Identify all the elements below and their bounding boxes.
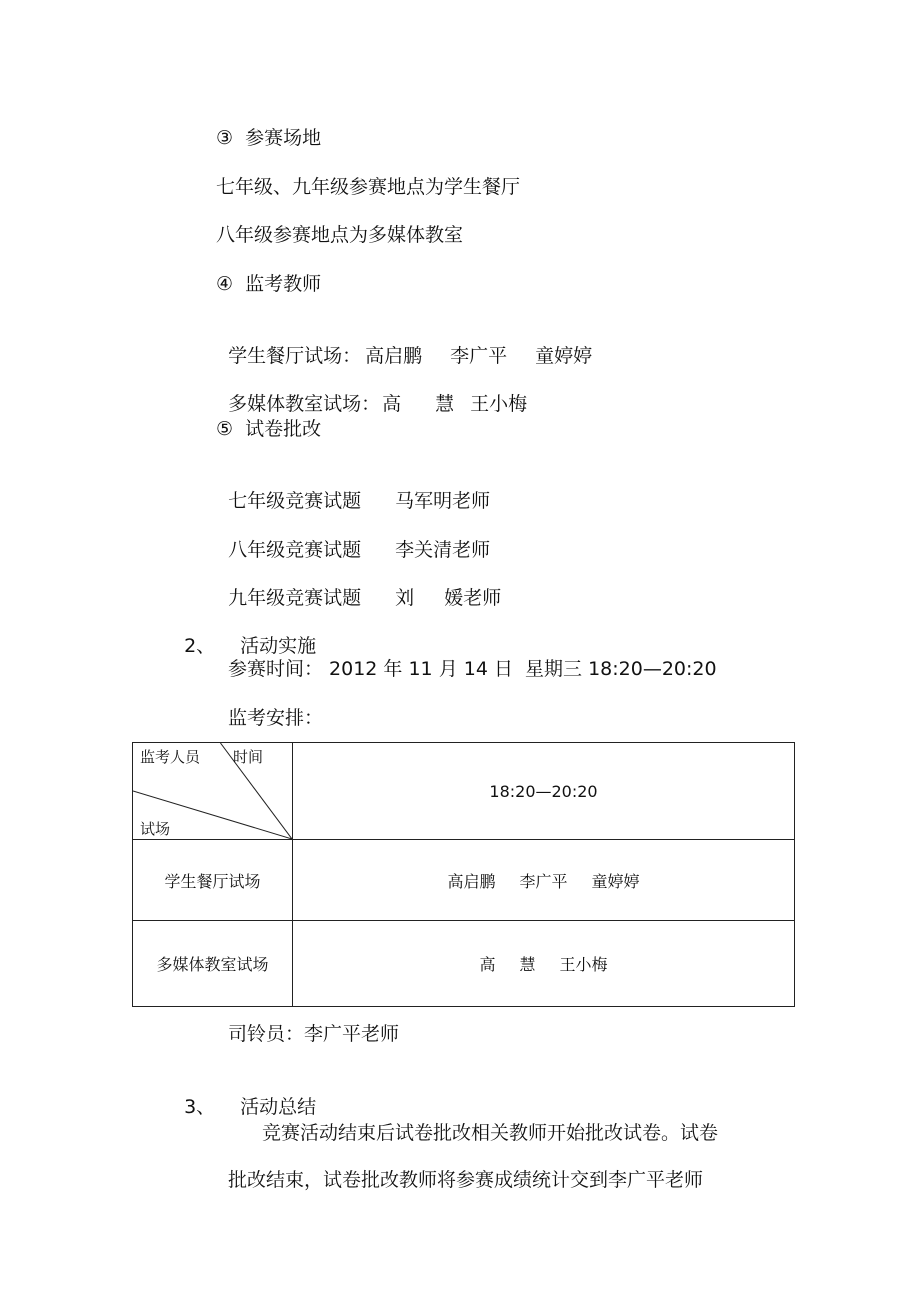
proctor-name: 高: [479, 955, 496, 974]
proctor-room-label: 学生餐厅试场：: [228, 345, 362, 367]
proctor-name: 高: [382, 393, 402, 415]
section-title: 活动实施: [240, 635, 317, 657]
names-cell: [293, 921, 795, 1007]
section-3-heading: [172, 1071, 316, 1119]
table-corner-cell: [133, 743, 293, 840]
corner-label-staff: 监考人员: [140, 748, 201, 766]
grading-grade: 八年级竞赛试题: [228, 539, 362, 561]
names-cell: [293, 840, 795, 921]
table-row: [133, 921, 795, 1007]
summary-paragraph-line-1: 竞赛活动结束后试卷批改相关教师开始批改试卷。试卷: [262, 1122, 719, 1144]
summary-paragraph-line-2: 批改结束，试卷批改教师将参赛成绩统计交到李广平老师: [228, 1169, 704, 1191]
grading-teacher: 李关清老师: [395, 539, 491, 561]
section-title: 活动总结: [240, 1096, 317, 1118]
grading-grade: 九年级竞赛试题: [228, 587, 362, 609]
proctor-name: 高启鹏: [365, 345, 423, 367]
proctor-name: 童婷婷: [535, 345, 593, 367]
competition-time: 参赛时间： 2012 年 11 月 14 日 星期三 18:20—20:20: [228, 658, 717, 680]
proctor-name: 慧: [435, 393, 455, 415]
proctor-name: 慧: [519, 955, 536, 974]
section-number: 3、: [184, 1096, 216, 1118]
venue-line-1: 七年级、九年级参赛地点为学生餐厅: [216, 176, 521, 198]
proctor-name: 李广平: [450, 345, 508, 367]
grading-grade: 七年级竞赛试题: [228, 490, 362, 512]
grading-teacher: 刘 媛老师: [395, 587, 502, 609]
proctor-room-label: 多媒体教室试场：: [228, 393, 381, 415]
room-cell: 多媒体教室试场: [133, 921, 293, 1007]
time-header-cell: 18:20—20:20: [293, 743, 795, 840]
bell-ringer: 司铃员：李广平老师: [228, 1023, 400, 1045]
proctor-name: 王小梅: [470, 393, 528, 415]
grading-line-grade8: [216, 514, 490, 562]
proctor-name: 王小梅: [559, 955, 608, 974]
grading-line-grade9: [216, 562, 501, 610]
room-cell: 学生餐厅试场: [133, 840, 293, 921]
corner-label-time: 时间: [233, 748, 264, 766]
proctor-line-canteen: [216, 320, 592, 368]
subheading-venue: ③ 参赛场地: [216, 127, 322, 149]
proctor-line-multimedia: [216, 368, 527, 416]
proctor-schedule-table: [132, 742, 795, 1007]
table-row: [133, 840, 795, 921]
proctor-name: 童婷婷: [591, 871, 640, 891]
proctor-arrangement-label: 监考安排：: [228, 707, 324, 729]
section-number: 2、: [184, 635, 216, 657]
subheading-proctors: ④ 监考教师: [216, 273, 322, 295]
venue-line-2: 八年级参赛地点为多媒体教室: [216, 224, 464, 246]
grading-line-grade7: [216, 465, 490, 513]
subheading-grading: ⑤ 试卷批改: [216, 418, 322, 440]
corner-label-room: 试场: [140, 820, 171, 838]
grading-teacher: 马军明老师: [395, 490, 491, 512]
section-2-heading: [172, 610, 316, 658]
proctor-name: 李广平: [519, 871, 568, 891]
proctor-name: 高启鹏: [447, 871, 496, 891]
